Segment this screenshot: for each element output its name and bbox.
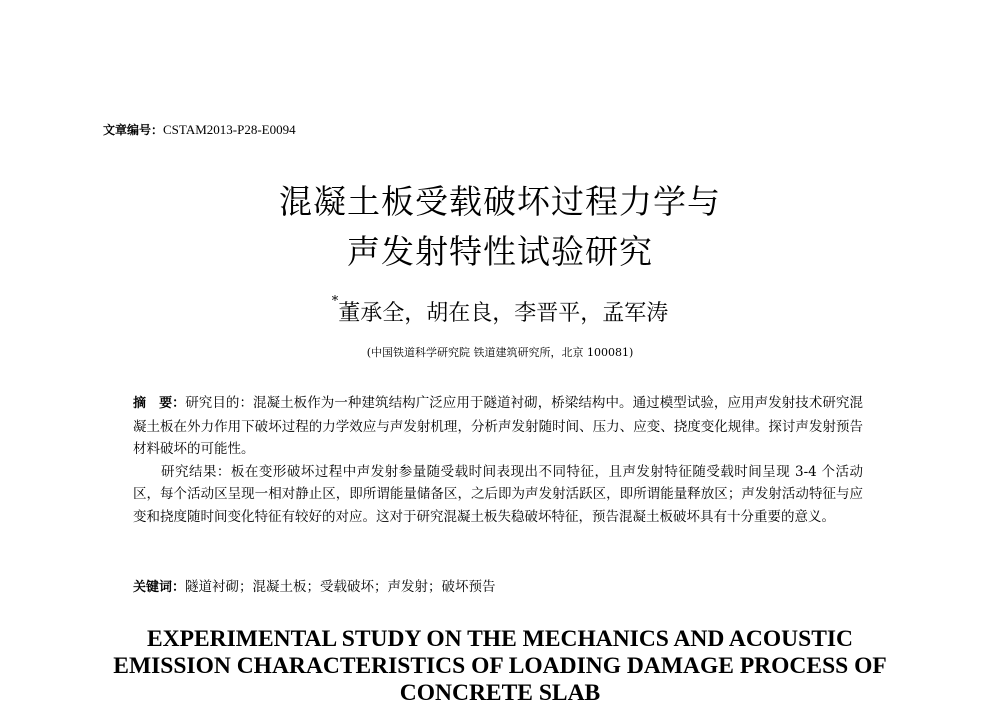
title-line-2: 声发射特性试验研究 [347,232,653,271]
abstract-purpose [133,392,863,461]
abstract [133,392,863,528]
article-number-label: 文章编号： [103,123,164,137]
abstract-results: 研究结果：板在变形破坏过程中声发射参量随受载时间表现出不同特征，且声发射特征随受载时间呈现 3-4 个活动区，每个活动区呈现一相对静止区，即所谓能量储备区，之后即为声发射活跃区，即所谓能量释放区；声发射活动特征与应变和挠度随时间变化特征有较好的对应。这对于研究混凝土板失稳破坏特征，预告混凝土板破坏具有十分重要的意义。 [133,463,863,525]
english-title-line-2: EMISSION CHARACTERISTICS OF LOADING DAMAGE PROCESS OF [113,653,887,679]
abstract-label: 摘 要： [133,396,186,411]
english-title-line-1: EXPERIMENTAL STUDY ON THE MECHANICS AND ACOUSTIC [147,626,853,652]
keywords [133,575,863,595]
article-number-value: CSTAM2013-P28-E0094 [163,122,296,137]
title-line-1: 混凝土板受载破坏过程力学与 [279,182,721,221]
abstract-purpose-text: 研究目的：混凝土板作为一种建筑结构广泛应用于隧道衬砌，桥梁结构中。通过模型试验，应用声发射技术研究混凝土板在外力作用下破坏过程的力学效应与声发射机理，分析声发射随时间、压力、应变、挠度变化规律。探讨声发射预告材料破坏的可能性。 [133,395,863,457]
keywords-label: 关键词： [133,580,186,595]
author-list [0,296,1000,327]
keywords-value: 隧道衬砌；混凝土板；受载破坏；声发射；破坏预告 [185,579,496,595]
english-title [0,626,1000,707]
article-number [103,121,296,138]
affiliation: (中国铁道科学研究院 铁道建筑研究所，北京 100081) [366,346,634,359]
author-names: 董承全，胡在良，李晋平，孟军涛 [338,301,669,326]
corresponding-author-marker: * [331,294,339,309]
english-title-line-3: CONCRETE SLAB [399,680,601,706]
